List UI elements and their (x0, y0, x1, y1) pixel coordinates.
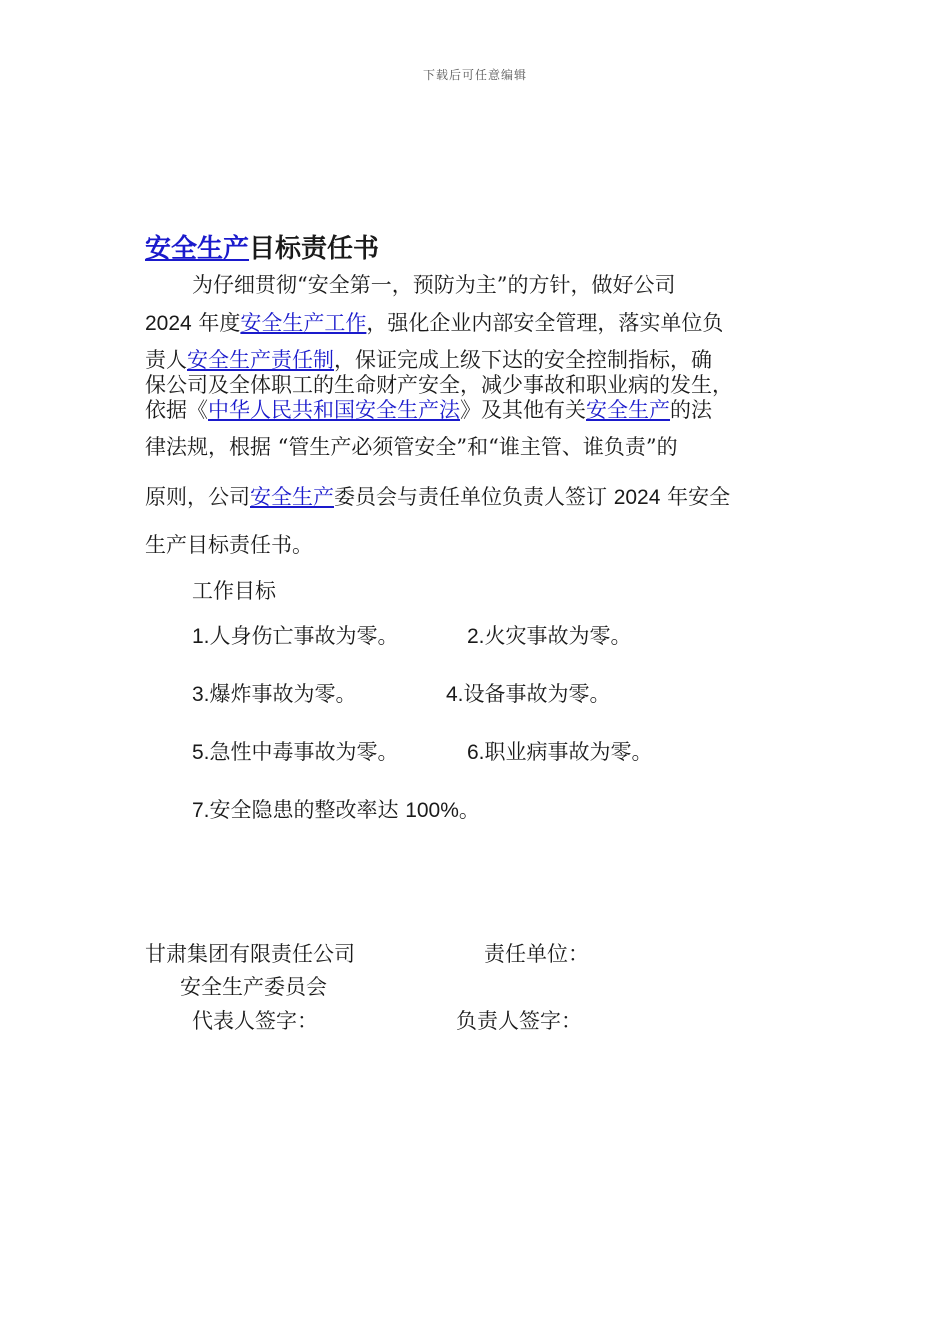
goal-item (192, 738, 399, 767)
intro-line-6: 律法规，根据 “管生产必须管安全”和“谁主管、谁负责”的 (145, 435, 678, 459)
intro-text: ，保证完成上级下达的安全控制指标，确 (334, 348, 712, 372)
goal-text: 设备事故为零。 (463, 682, 611, 706)
title-link[interactable]: 安全生产 (145, 234, 250, 264)
link-safety-law[interactable]: 中华人民共和国安全生产法 (208, 398, 460, 422)
goal-item (467, 622, 632, 651)
goal-text: 急性中毒事故为零。 (209, 740, 399, 764)
intro-line-7 (145, 483, 730, 512)
intro-line-8: 生产目标责任书。 (145, 533, 313, 557)
intro-text: 依据《 (145, 398, 208, 422)
goal-number: 3. (192, 683, 210, 706)
intro-line-3 (145, 346, 712, 374)
intro-text: 原则，公司 (145, 485, 250, 509)
goal-text: 安全隐患的整改率达 (209, 798, 406, 822)
link-safety-work[interactable]: 安全生产工作 (240, 311, 367, 335)
goal-text: 人身伤亡事故为零。 (209, 624, 399, 648)
goal-item (192, 680, 357, 709)
goal-number: 2. (467, 625, 485, 648)
responsible-signature-label: 负责人签字： (456, 1009, 582, 1033)
intro-text: ，强化企业内部安全管理，落实单位负 (366, 311, 724, 335)
committee-name: 安全生产委员会 (180, 975, 327, 999)
intro-text: 年度 (191, 311, 241, 335)
link-safety-committee[interactable]: 安全生产 (250, 485, 334, 509)
intro-text: 责人 (145, 348, 187, 372)
goal-text: 火灾事故为零。 (484, 624, 632, 648)
year-value: 2024 (145, 312, 192, 335)
intro-line-1: 为仔细贯彻“安全第一，预防为主”的方针，做好公司 (192, 273, 676, 297)
header-note: 下载后可任意编辑 (422, 68, 527, 82)
goal-text: 爆炸事故为零。 (209, 682, 357, 706)
page-title (145, 228, 379, 265)
intro-text: 》及其他有关 (460, 398, 586, 422)
goal-number: 6. (467, 741, 485, 764)
goal-text: 。 (458, 798, 480, 822)
goal-item (446, 680, 611, 709)
intro-text: 年安全 (660, 485, 731, 509)
intro-line-5 (145, 396, 712, 424)
link-safety-production[interactable]: 安全生产 (586, 398, 670, 422)
intro-line-4: 保公司及全体职工的生命财产安全，减少事故和职业病的发生， (145, 373, 733, 397)
title-rest: 目标责任书 (249, 234, 380, 264)
intro-text: 委员会与责任单位负责人签订 (334, 485, 614, 509)
goal-number: 7. (192, 799, 210, 822)
goal-text: 职业病事故为零。 (484, 740, 653, 764)
goal-number: 5. (192, 741, 210, 764)
intro-line-2 (145, 309, 723, 338)
representative-signature-label: 代表人签字： (192, 1009, 318, 1033)
goal-item (192, 622, 399, 651)
goal-item (467, 738, 653, 767)
goal-number: 1. (192, 625, 210, 648)
goals-heading: 工作目标 (192, 579, 276, 603)
goal-number: 4. (446, 683, 464, 706)
goal-item (192, 796, 480, 825)
company-name: 甘肃集团有限责任公司 (145, 942, 355, 966)
goal-value: 100% (405, 799, 459, 822)
responsible-unit-label: 责任单位： (484, 942, 589, 966)
year-value: 2024 (613, 486, 661, 509)
intro-text: 的法 (670, 398, 712, 422)
link-safety-responsibility[interactable]: 安全生产责任制 (187, 348, 334, 372)
